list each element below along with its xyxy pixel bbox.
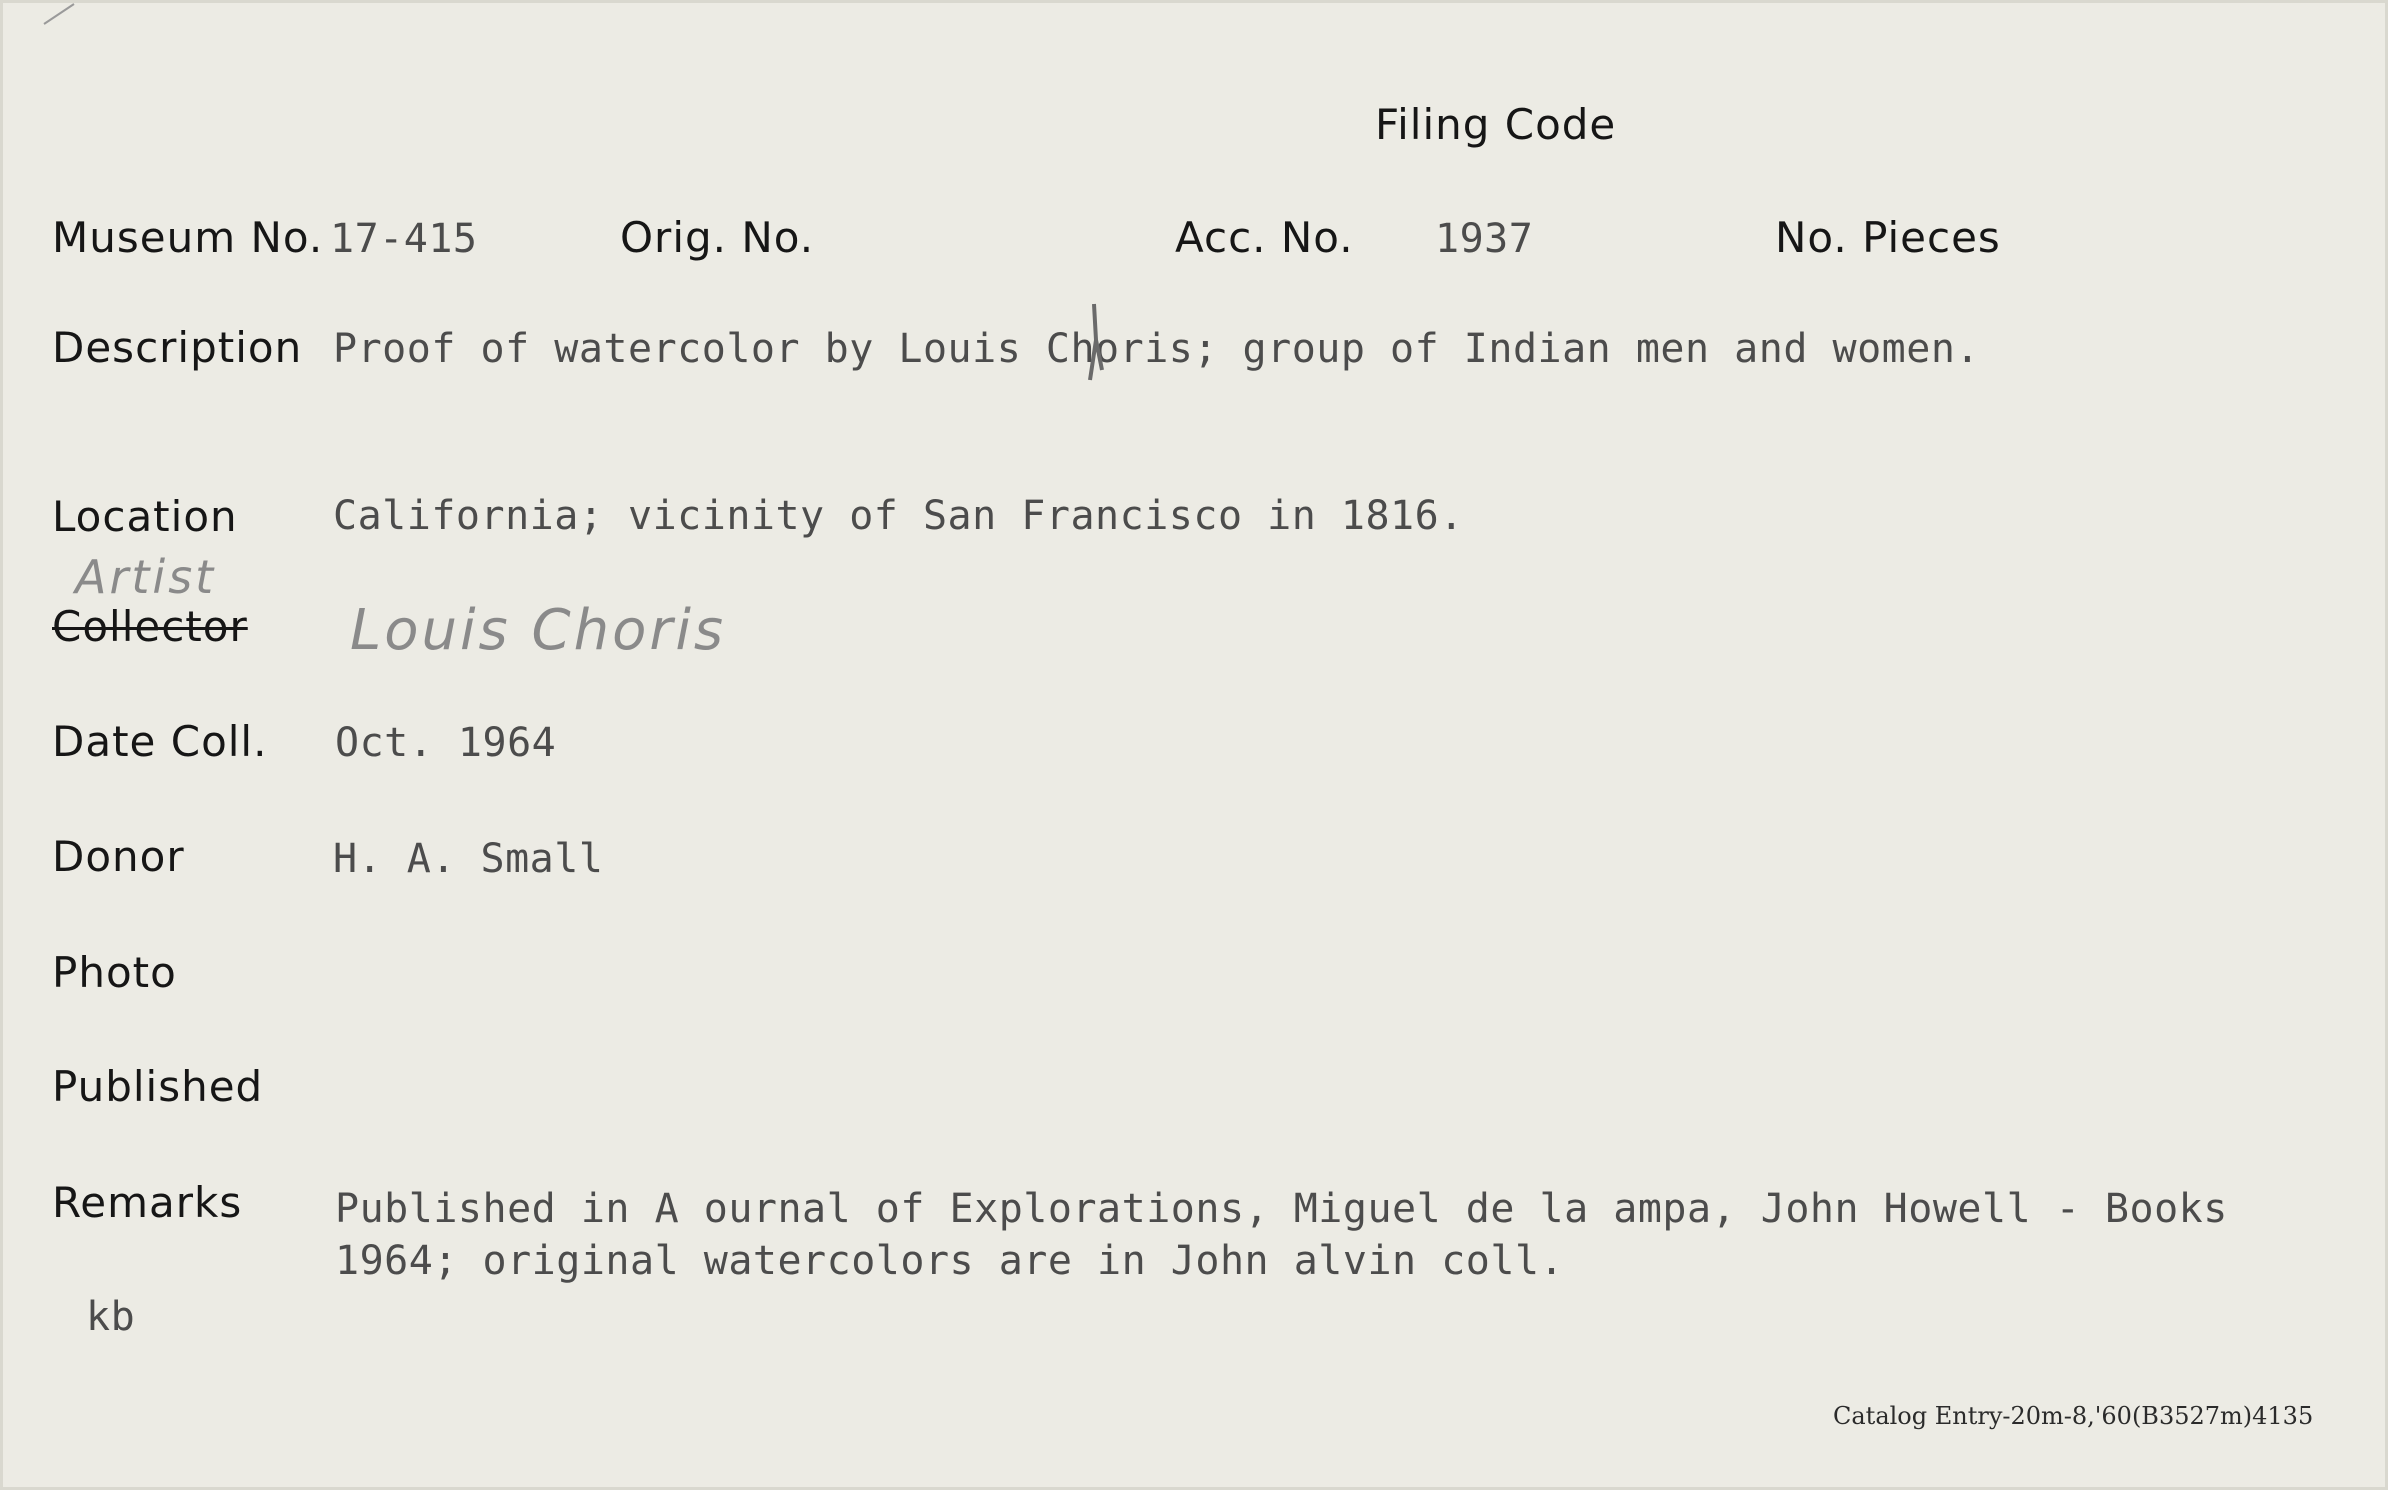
artist-handwritten-label: Artist	[75, 550, 217, 604]
initials: kb	[86, 1294, 136, 1340]
date-coll-value: Oct. 1964	[335, 720, 557, 766]
date-coll-label: Date Coll.	[52, 717, 268, 766]
orig-no-label: Orig. No.	[620, 213, 815, 262]
museum-no-value: 17-415	[330, 216, 478, 262]
remarks-line-2: 1964; original watercolors are in John alvin coll.	[335, 1238, 1565, 1284]
filing-code-label: Filing Code	[1375, 100, 1617, 149]
corner-pencil-mark	[40, 0, 80, 30]
donor-label: Donor	[52, 832, 185, 881]
museum-no-label: Museum No.	[52, 213, 324, 262]
acc-no-value: 1937	[1435, 216, 1534, 262]
description-value: Proof of watercolor by Louis Choris; group of Indian men and women.	[333, 326, 1980, 372]
acc-no-label: Acc. No.	[1175, 213, 1354, 262]
location-value: California; vicinity of San Francisco in 1816.	[333, 493, 1464, 539]
photo-label: Photo	[52, 948, 177, 997]
ink-correction-mark	[1080, 300, 1110, 390]
location-label: Location	[52, 492, 238, 541]
collector-label: Collector	[52, 602, 248, 651]
catalog-footer: Catalog Entry-20m-8,'60(B3527m)4135	[1833, 1402, 2314, 1430]
remarks-line-1: Published in A ournal of Explorations, Miguel de la ampa, John Howell - Books	[335, 1186, 2228, 1232]
collector-handwritten-value: Louis Choris	[350, 598, 727, 663]
no-pieces-label: No. Pieces	[1775, 213, 2001, 262]
description-label: Description	[52, 323, 303, 372]
published-label: Published	[52, 1062, 264, 1111]
remarks-label: Remarks	[52, 1178, 243, 1227]
donor-value: H. A. Small	[333, 836, 604, 882]
